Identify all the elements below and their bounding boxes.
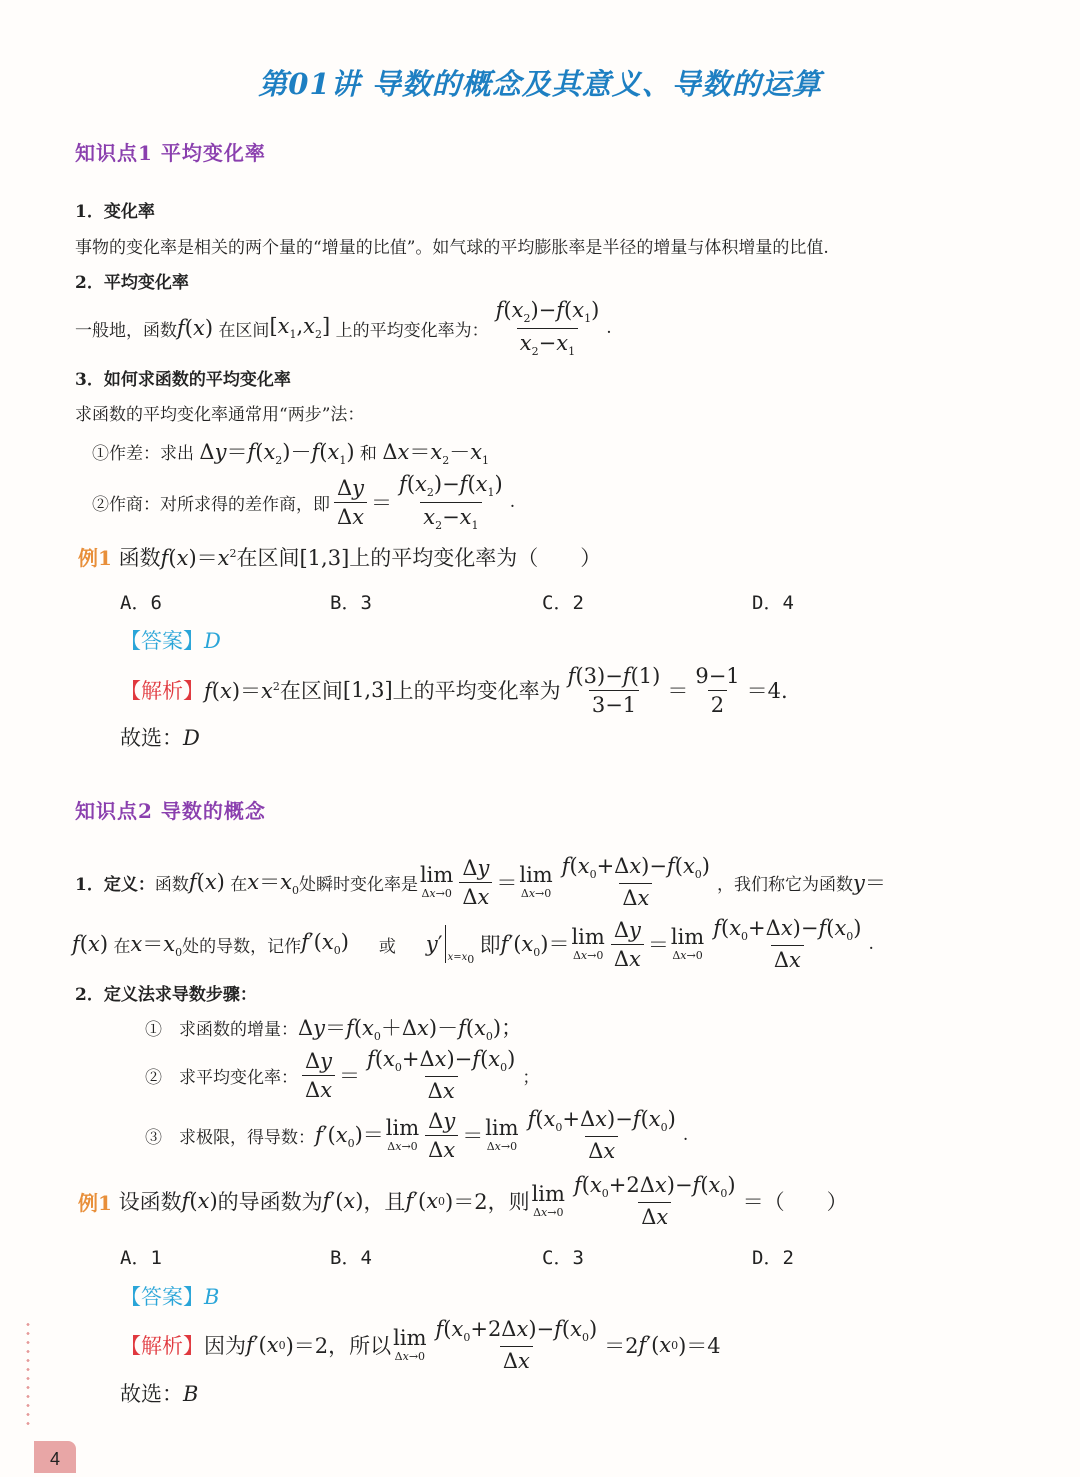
paragraph: 事物的变化率是相关的两个量的“增量的比值”。如气球的平均膨胀率是半径的增量与体积增量的比值. (75, 238, 829, 258)
text: ＝（ ） (742, 1190, 848, 1214)
definition-line: 1．定义： 函数 f(x) 在 $x=x_0$ 处瞬时变化率是 lim Δx→0 $\frac{\Delta y}{\Delta x}$ ＝ lim Δx→0 $\frac{f(x_0+\Delta x)-f(x_0)}{\Delta x}$ ，我们称它为函数 y＝ (75, 853, 886, 911)
text: ② 求平均变化率： (145, 1067, 298, 1088)
text: 1．定义： (75, 874, 155, 895)
text: B (183, 1382, 199, 1406)
option-d: D．2 (752, 1247, 794, 1269)
text: ③ 求极限，得导数： (145, 1127, 315, 1148)
page-number: 4 (34, 1441, 76, 1473)
analysis-line: 【解析】 因为 f ′( x 0 )＝2 ，所以 lim Δx→0 $\frac{f(x_0+2\Delta x)-f(x_0)}{\Delta x}$ ＝2 f ′( x 0 )＝4 (120, 1316, 721, 1374)
subsection-title: 2．定义法求导数步骤： (75, 985, 257, 1005)
definition-line: f(x) 在 $x=x_0$ 处的导数，记作 $f'(x_0)$ 或 y′ $x=x_0$ 即 $f'(x_0)=$ lim Δx→0 $\frac{\Delta y}{\Delta x}$ ＝ lim Δx→0 $\frac{f(x_0+\Delta x)-f(x_0)}{\Delta x}$ . (72, 915, 874, 973)
text: 上的平均变化率为（ ） (349, 546, 602, 570)
option-a: A．6 (120, 592, 162, 614)
math: $\Delta x=x_2-x_1$ (382, 440, 490, 468)
text: 和 (359, 444, 377, 464)
option-b: B．3 (330, 592, 372, 614)
text: 在区间 (236, 546, 300, 570)
conclusion (120, 722, 200, 752)
option-d: D．4 (752, 592, 794, 614)
fraction: $\frac{f(x_2)-f(x_1)}{x_2-x_1}$ (495, 298, 600, 358)
text: 函数 (118, 546, 161, 570)
text: 在 (230, 874, 248, 895)
answer-tag: 【答案】 (120, 629, 204, 653)
analysis-tag: 【解析】 (120, 679, 204, 703)
option-b: B．4 (330, 1247, 372, 1269)
answer-value: B (204, 1285, 220, 1309)
text: ，我们称它为函数 (717, 874, 853, 895)
text: 一般地，函数 (75, 320, 177, 341)
math: f(x) (177, 316, 214, 340)
subsection-title: 1．变化率 (75, 202, 155, 222)
analysis-tag: 【解析】 (120, 1334, 204, 1358)
text: 设函数 (118, 1190, 182, 1214)
answer-line (120, 1281, 219, 1311)
text: 上的平均变化率为： (335, 320, 489, 341)
formula-line: 一般地，函数 f(x) 在区间 $[x_1,x_2]$ 上的平均变化率为： $\frac{f(x_2)-f(x_1)}{x_2-x_1}$ . (75, 298, 612, 358)
option-c: C．2 (542, 592, 584, 614)
text: ①作差：求出 (92, 444, 194, 464)
conclusion (120, 1378, 198, 1408)
text: 故选： (120, 726, 183, 750)
fraction: $\frac{\Delta y}{\Delta x}$ (334, 476, 367, 529)
fraction: $\frac{f(3)-f(1)}{3-1}$ (567, 663, 661, 717)
option-a: A．1 (120, 1247, 162, 1269)
text: 在区间 (279, 679, 343, 703)
subsection-title: 2．平均变化率 (75, 273, 189, 293)
text: D (183, 726, 200, 750)
math: $\Delta y=f(x_2)-f(x_1)$ (199, 440, 355, 468)
text: 处瞬时变化率是 (298, 874, 418, 895)
section-heading-1: 知识点1 平均变化率 (75, 141, 266, 165)
text: 上的平均变化率为 (392, 679, 561, 703)
text: 在区间 (218, 320, 270, 341)
text: 处的导数，记作 (182, 936, 302, 957)
paragraph: 求函数的平均变化率通常用“两步”法： (75, 405, 365, 425)
example-tag: 例1 (78, 546, 112, 570)
text: 的导函数为 (217, 1190, 323, 1214)
text: ，则 (487, 1190, 530, 1214)
step-item: ②作商：对所求得的差作商，即 $\frac{\Delta y}{\Delta x}$ ＝ $\frac{f(x_2)-f(x_1)}{x_2-x_1}$ . (92, 472, 516, 532)
text: ① 求函数的增量： (145, 1020, 298, 1040)
fraction: $\frac{9-1}{2}$ (695, 663, 740, 717)
text: 故选： (120, 1382, 183, 1406)
text: 在 (113, 936, 131, 957)
text: 即 (479, 933, 501, 957)
answer-line (120, 625, 221, 655)
step-item: ② 求平均变化率： $\frac{\Delta y}{\Delta x}$ ＝ $\frac{f(x_0+\Delta x)-f(x_0)}{\Delta x}$ ； (145, 1046, 540, 1104)
step-item (92, 436, 489, 467)
step-item: ③ 求极限，得导数： $f'(x_0)=$ lim Δx→0 $\frac{\Delta y}{\Delta x}$ ＝ lim Δx→0 $\frac{f(x_0+\Delta x)-f(x_0)}{\Delta x}$ . (145, 1106, 689, 1164)
option-c: C．3 (542, 1247, 584, 1269)
decorative-dots (26, 1320, 30, 1430)
answer-value: D (204, 629, 221, 653)
step-item: ① 求函数的增量：$\Delta y=f(x_0+\Delta x)-f(x_0)$； (145, 1016, 523, 1044)
text: ，且 (363, 1190, 406, 1214)
subsection-title: 3．如何求函数的平均变化率 (75, 370, 291, 390)
limit: lim Δx→0 (419, 863, 454, 900)
fraction: $\frac{f(x_2)-f(x_1)}{x_2-x_1}$ (399, 472, 503, 532)
text: 因为 (204, 1334, 246, 1358)
page-title: 第01讲 导数的概念及其意义、导数的运算 (258, 67, 822, 101)
text: ②作商：对所求得的差作商，即 (92, 494, 330, 515)
example-question: 例1 函数$f(x)=x^2$在区间[1,3]上的平均变化率为（ ） (78, 546, 602, 570)
text: 函数 (154, 874, 189, 895)
text: ，所以 (328, 1334, 392, 1358)
text: 或 (378, 936, 396, 957)
analysis-line: 【解析】 $f(x)=x^2$ 在区间 [1,3] 上的平均变化率为 $\frac{f(3)-f(1)}{3-1}$ ＝ $\frac{9-1}{2}$ ＝4. (120, 663, 788, 717)
math: $[x_1,x_2]$ (269, 314, 331, 342)
answer-tag: 【答案】 (120, 1285, 204, 1309)
example-question: 例1 设函数 f ( x ) 的导函数为 f ′( x ) ，且 f ′( x 0 )＝2 ，则 lim Δx→0 $\frac{f(x_0+2\Delta x)-f(x_0)}{\Delta x}$ ＝（ ） (78, 1172, 848, 1230)
section-heading-2: 知识点2 导数的概念 (75, 799, 266, 823)
example-tag: 例1 (78, 1190, 112, 1215)
